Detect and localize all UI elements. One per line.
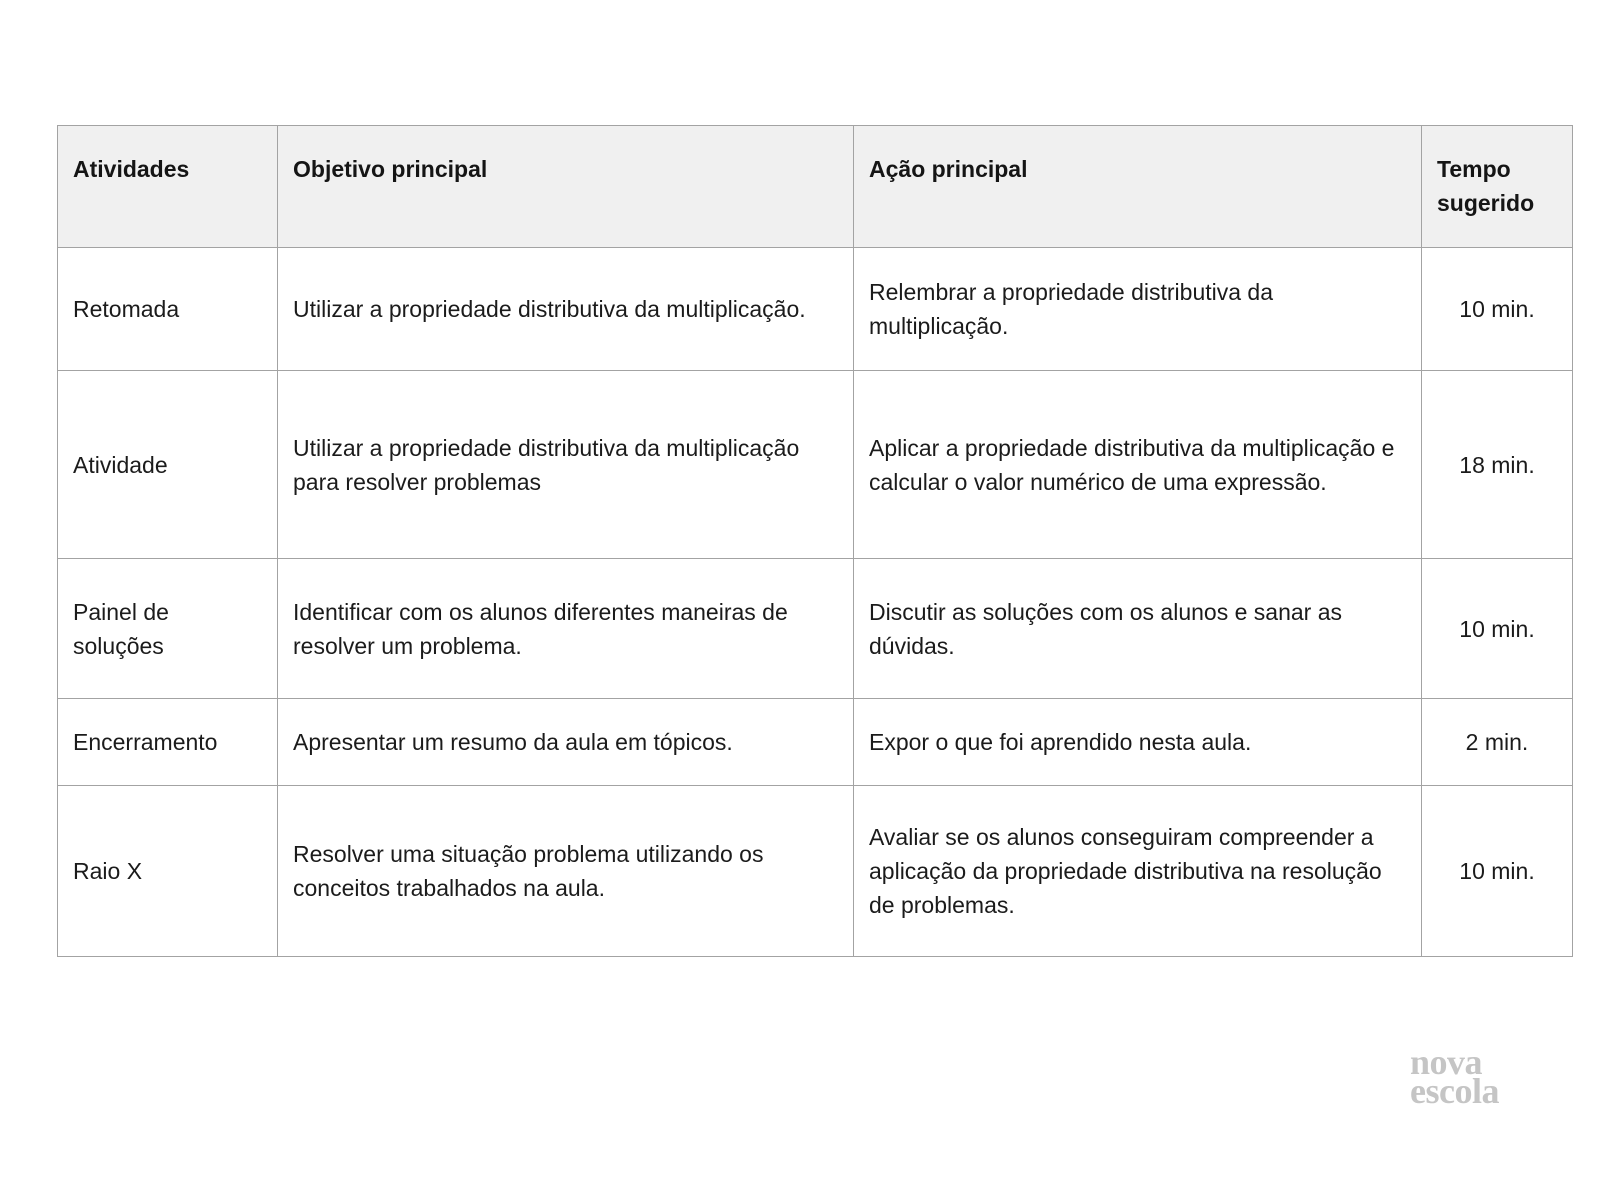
cell-atividade: Retomada (58, 248, 278, 371)
cell-tempo: 2 min. (1422, 699, 1573, 786)
cell-acao: Relembrar a propriedade distributiva da multiplicação. (854, 248, 1422, 371)
cell-objetivo: Utilizar a propriedade distributiva da multiplicação para resolver problemas (278, 371, 854, 559)
header-row (58, 126, 1573, 248)
column-header-acao-principal: Ação principal (854, 126, 1422, 248)
cell-tempo: 10 min. (1422, 248, 1573, 371)
cell-objetivo: Apresentar um resumo da aula em tópicos. (278, 699, 854, 786)
logo-line-1: nova (1410, 1042, 1483, 1082)
cell-acao: Expor o que foi aprendido nesta aula. (854, 699, 1422, 786)
cell-acao: Discutir as soluções com os alunos e sanar as dúvidas. (854, 559, 1422, 699)
table-row-atividade (58, 371, 1573, 559)
table-row-raio-x (58, 786, 1573, 957)
cell-tempo: 10 min. (1422, 786, 1573, 957)
cell-objetivo: Utilizar a propriedade distributiva da multiplicação. (278, 248, 854, 371)
table-row-encerramento (58, 699, 1573, 786)
table-row-painel-de-solucoes (58, 559, 1573, 699)
cell-acao: Aplicar a propriedade distributiva da multiplicação e calcular o valor numérico de uma expressão. (854, 371, 1422, 559)
cell-atividade: Atividade (58, 371, 278, 559)
cell-objetivo: Identificar com os alunos diferentes maneiras de resolver um problema. (278, 559, 854, 699)
lesson-plan-table (57, 125, 1573, 957)
cell-tempo: 10 min. (1422, 559, 1573, 699)
cell-atividade: Encerramento (58, 699, 278, 786)
column-header-atividades: Atividades (58, 126, 278, 248)
cell-acao: Avaliar se os alunos conseguiram compreender a aplicação da propriedade distributiva na resolução de problemas. (854, 786, 1422, 957)
nova-escola-logo (1410, 1042, 1499, 1111)
cell-objetivo: Resolver uma situação problema utilizando os conceitos trabalhados na aula. (278, 786, 854, 957)
logo-line-2: escola (1410, 1071, 1499, 1111)
column-header-tempo-sugerido: Tempo sugerido (1422, 126, 1573, 248)
table-row-retomada (58, 248, 1573, 371)
cell-atividade: Painel de soluções (58, 559, 278, 699)
cell-atividade: Raio X (58, 786, 278, 957)
column-header-objetivo-principal: Objetivo principal (278, 126, 854, 248)
cell-tempo: 18 min. (1422, 371, 1573, 559)
